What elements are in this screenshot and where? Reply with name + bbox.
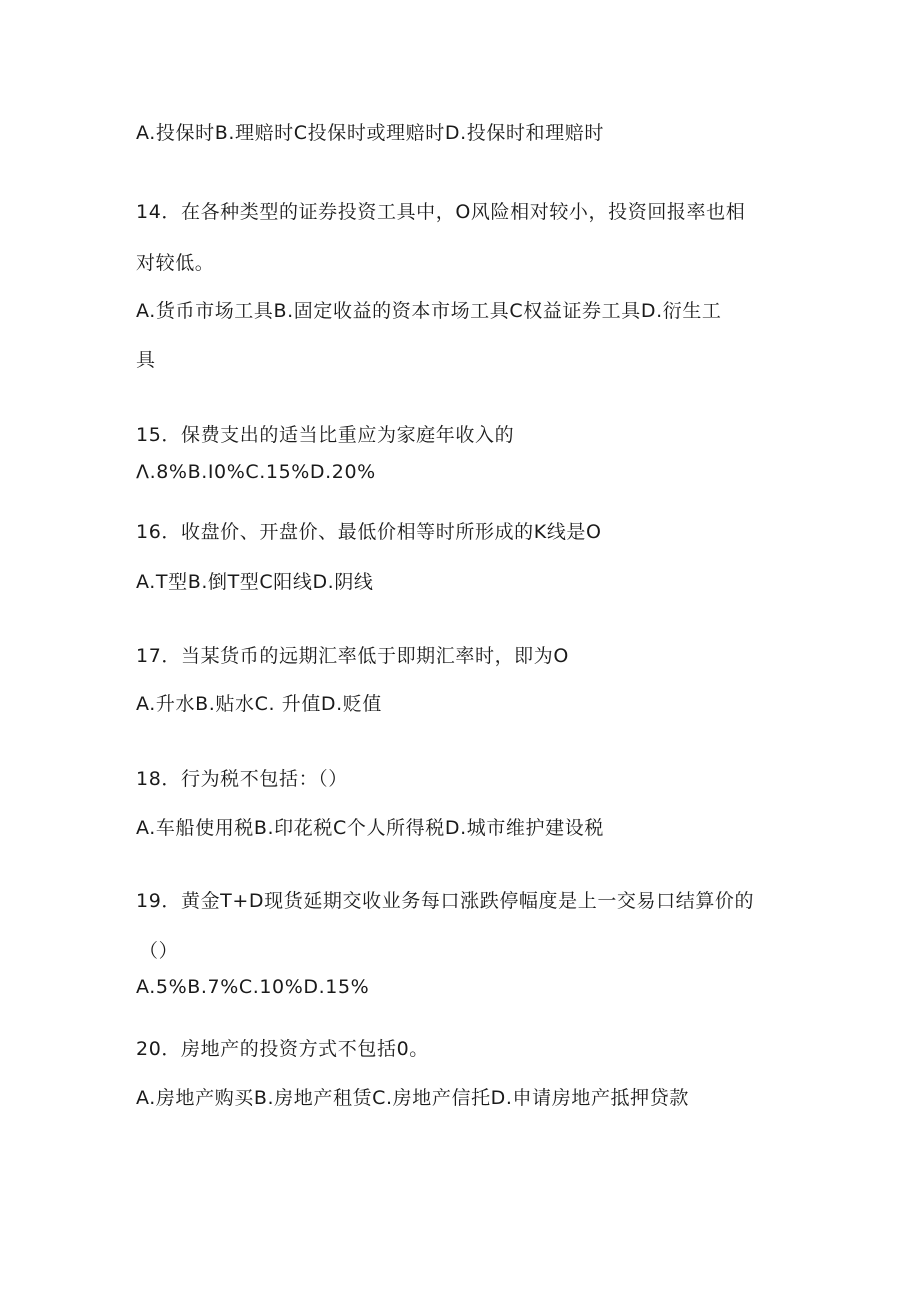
q19-question-line-1: 19．黄金T+D现货延期交收业务每口涨跌停幅度是上一交易口结算价的 (136, 890, 755, 912)
q16-question: 16．收盘价、开盘价、最低价相等时所形成的K线是O (136, 521, 602, 543)
q14-options-line-2: 具 (136, 349, 156, 371)
q19-question-line-2: （） (139, 940, 179, 962)
q16-options: A.T型B.倒T型C阳线D.阴线 (136, 571, 374, 593)
q13-options: A.投保时B.理赔时C投保时或理赔时D.投保时和理赔时 (136, 122, 604, 144)
q14-options-line-1: A.货币市场工具B.固定收益的资本市场工具C权益证券工具D.衍生工 (136, 300, 722, 322)
q17-question: 17．当某货币的远期汇率低于即期汇率时，即为O (136, 645, 569, 667)
q20-question: 20．房地产的投资方式不包括0。 (136, 1038, 429, 1060)
q15-question: 15．保费支出的适当比重应为家庭年收入的 (136, 424, 515, 446)
q19-options: A.5%B.7%C.10%D.15% (136, 976, 370, 998)
q15-options: Λ.8%B.I0%C.15%D.20% (136, 461, 376, 483)
q20-options: A.房地产购买B.房地产租赁C.房地产信托D.申请房地产抵押贷款 (136, 1087, 689, 1109)
q14-question-line-1: 14．在各种类型的证券投资工具中，O风险相对较小，投资回报率也相 (136, 201, 746, 223)
q14-question-line-2: 对较低。 (136, 252, 215, 274)
q17-options: A.升水B.贴水C. 升值D.贬值 (136, 693, 382, 715)
q18-question: 18．行为税不包括：（） (136, 768, 348, 790)
q18-options: A.车船使用税B.印花税C个人所得税D.城市维护建设税 (136, 817, 604, 839)
